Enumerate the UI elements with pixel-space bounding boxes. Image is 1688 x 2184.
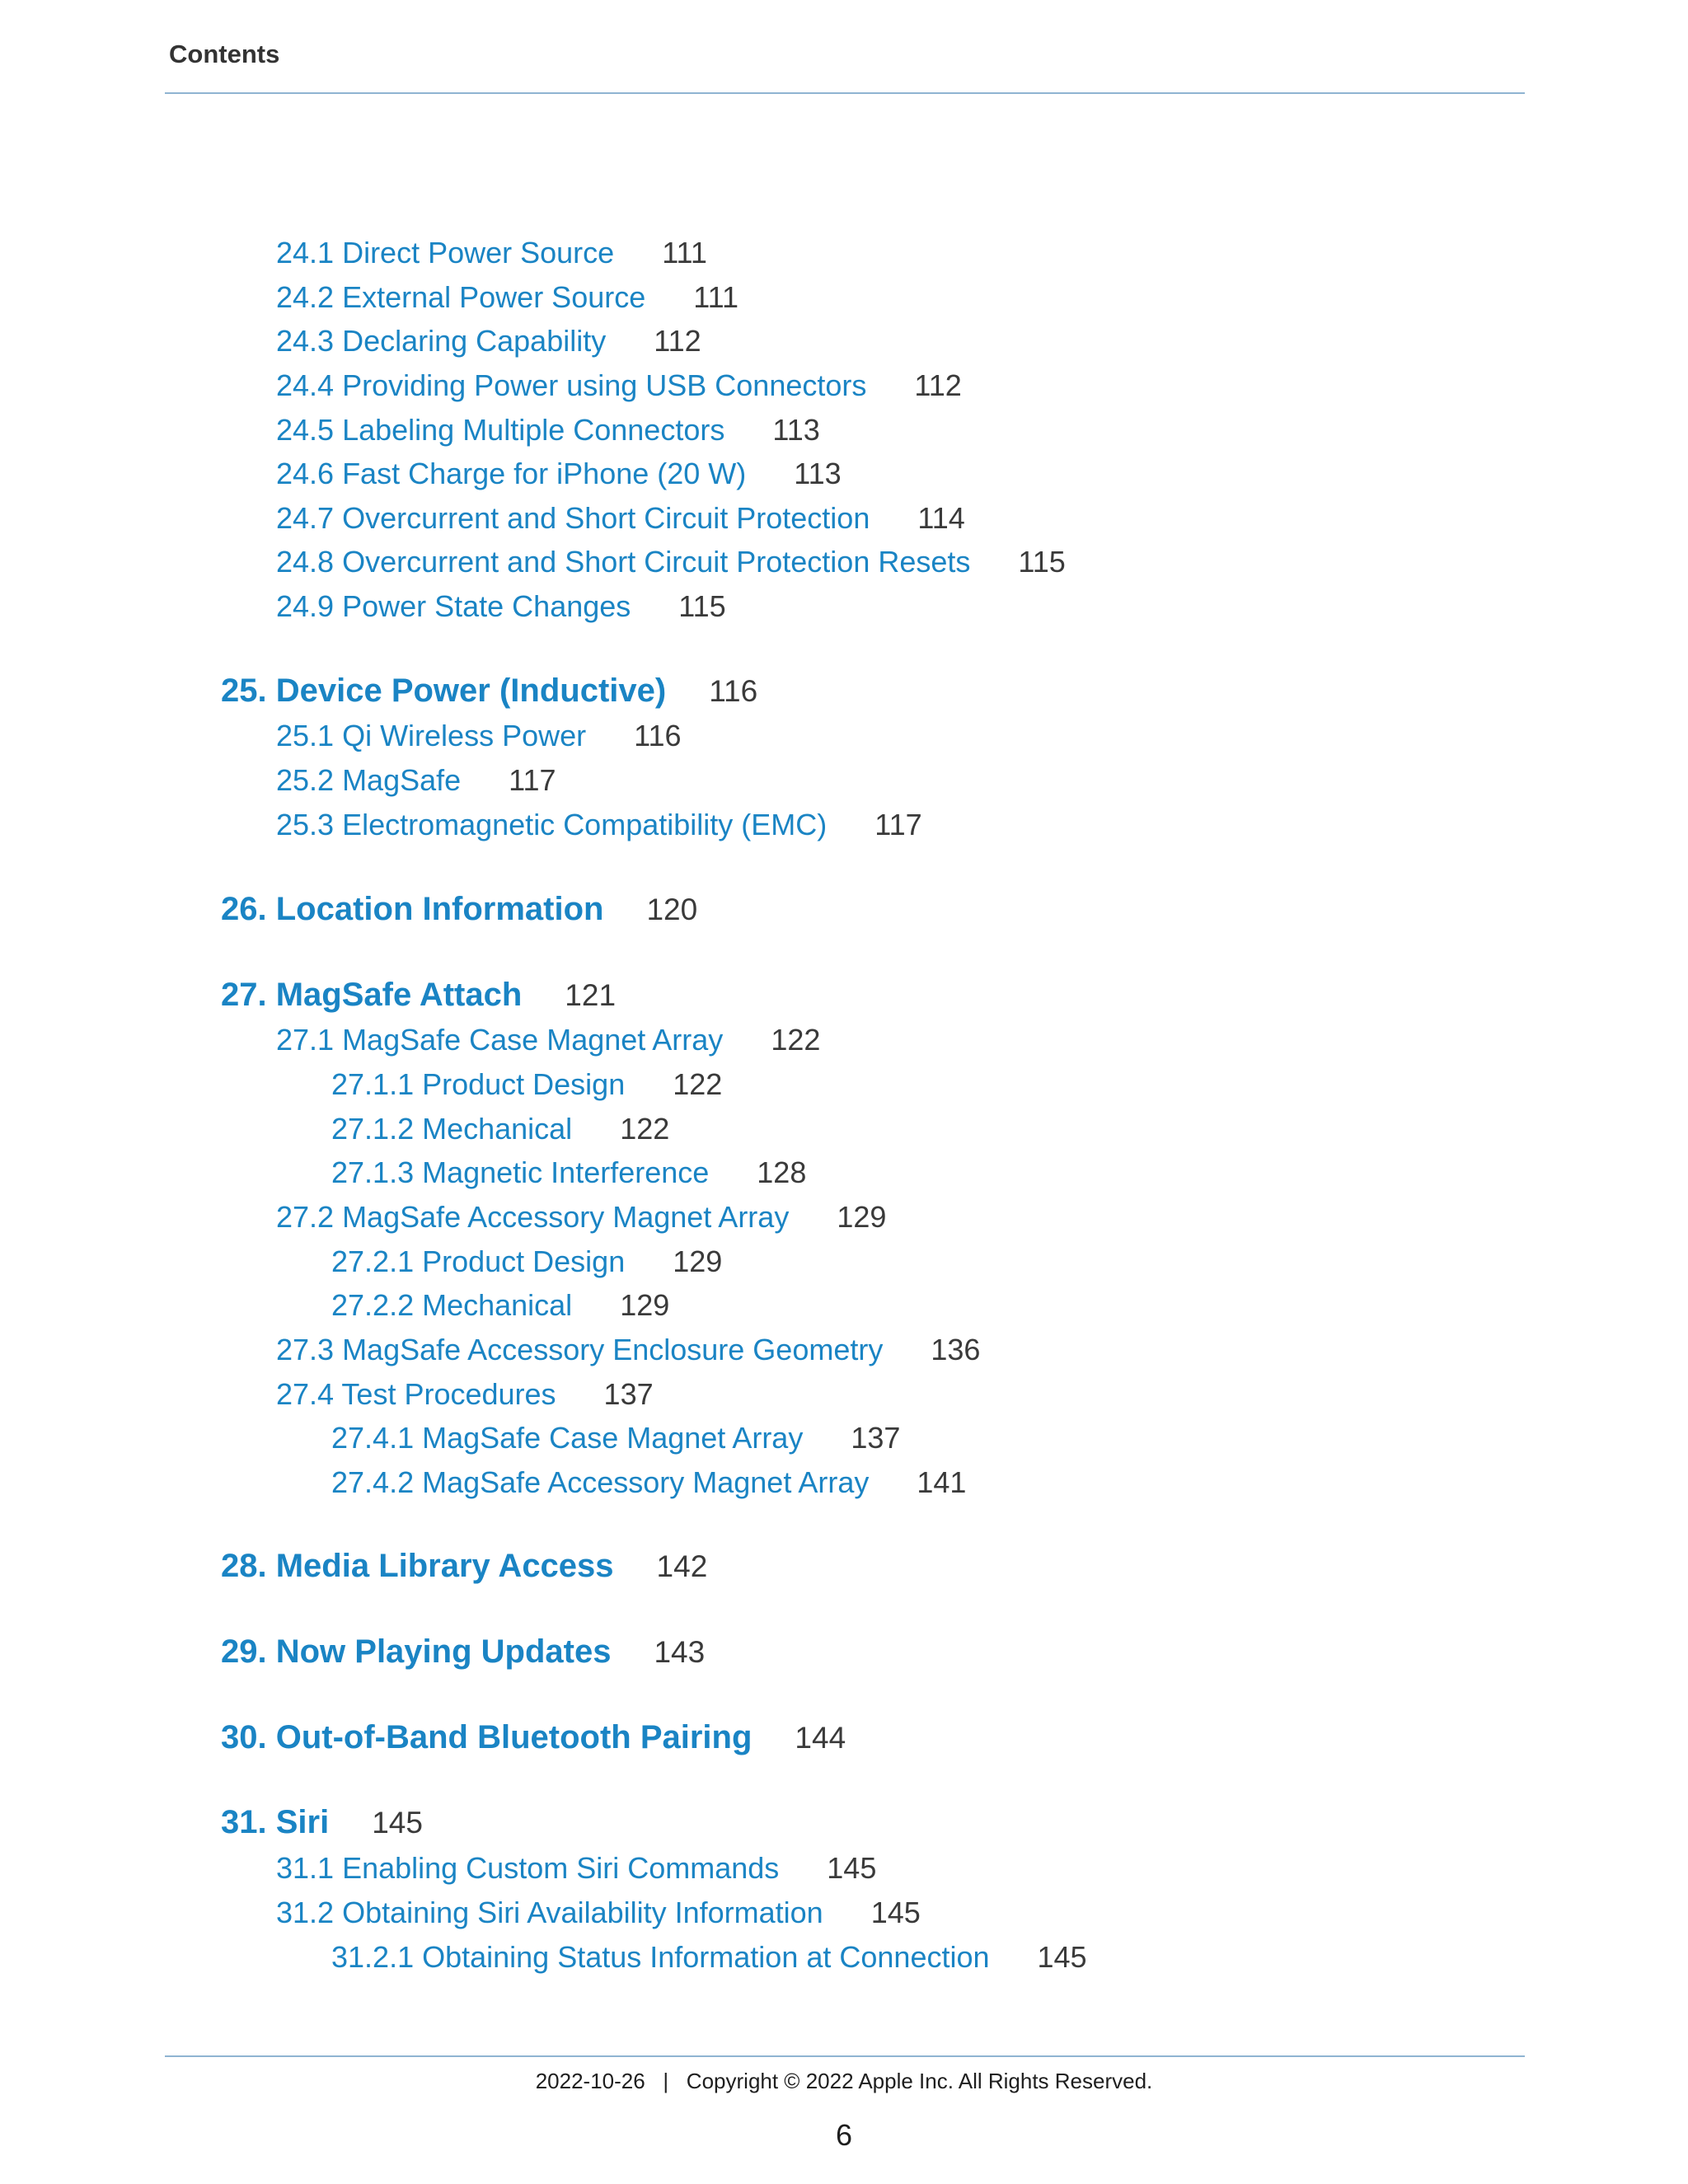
toc-entry-page: 114: [917, 501, 965, 535]
toc-entry-page: 112: [654, 324, 701, 358]
toc-entry[interactable]: [276, 719, 682, 753]
toc-entry-page: 113: [794, 457, 842, 490]
toc-entry[interactable]: [276, 280, 738, 315]
toc-entry-page: 122: [673, 1067, 723, 1101]
toc-entry-title[interactable]: 27.1.1 Product Design: [331, 1067, 626, 1101]
toc-entry[interactable]: [276, 763, 556, 798]
toc-entry-page: 115: [1018, 545, 1066, 579]
toc-chapter[interactable]: [221, 1548, 707, 1585]
toc-chapter[interactable]: [221, 891, 697, 928]
toc-entry-page: 129: [673, 1244, 723, 1278]
toc-entry-title[interactable]: 24.8 Overcurrent and Short Circuit Protection Resets: [276, 545, 971, 579]
toc-entry-title[interactable]: 27.1 MagSafe Case Magnet Array: [276, 1023, 724, 1057]
toc-chapter[interactable]: [221, 1719, 846, 1756]
toc-chapter-title[interactable]: 28. Media Library Access: [221, 1548, 614, 1584]
toc-entry-page: 117: [874, 808, 922, 841]
toc-entry-page: 137: [851, 1421, 901, 1455]
toc-entry-page: 145: [1037, 1940, 1087, 1974]
toc-entry-page: 122: [771, 1023, 821, 1057]
toc-entry-title[interactable]: 24.9 Power State Changes: [276, 589, 631, 623]
toc-entry-title[interactable]: 31.1 Enabling Custom Siri Commands: [276, 1851, 780, 1885]
toc-entry-page: 145: [870, 1896, 921, 1929]
toc-chapter-title[interactable]: 31. Siri: [221, 1804, 330, 1840]
toc-chapter-page: 144: [795, 1721, 846, 1755]
toc-entry[interactable]: [331, 1067, 722, 1102]
toc-entry[interactable]: [276, 501, 965, 536]
toc-chapter[interactable]: [221, 673, 757, 710]
toc-entry-page: 113: [772, 413, 820, 447]
toc-entry-page: 112: [914, 368, 962, 402]
toc-entry-title[interactable]: 27.1.2 Mechanical: [331, 1112, 573, 1146]
toc-entry-title[interactable]: 24.3 Declaring Capability: [276, 324, 607, 358]
toc-chapter-page: 143: [654, 1635, 706, 1669]
toc-entry[interactable]: [276, 457, 842, 491]
toc-entry[interactable]: [276, 1377, 654, 1412]
toc-entry-page: 117: [509, 763, 556, 797]
toc-chapter-title[interactable]: 25. Device Power (Inductive): [221, 673, 667, 709]
toc-entry-title[interactable]: 27.2.2 Mechanical: [331, 1288, 573, 1322]
toc-entry[interactable]: [276, 545, 1066, 579]
toc-entry-page: 129: [620, 1288, 670, 1322]
footer-copyright: 2022-10-26 | Copyright © 2022 Apple Inc. All Rights Reserved.: [535, 2069, 1153, 2093]
toc-entry-title[interactable]: 25.2 MagSafe: [276, 763, 462, 797]
toc-chapter[interactable]: [221, 977, 616, 1014]
toc-entry-title[interactable]: 27.2.1 Product Design: [331, 1244, 626, 1278]
toc-entry[interactable]: [276, 413, 820, 448]
toc-chapter[interactable]: [221, 1633, 705, 1671]
toc-entry[interactable]: [331, 1244, 722, 1279]
toc-entry-page: 141: [917, 1465, 967, 1499]
toc-entry[interactable]: [331, 1940, 1087, 1975]
toc-chapter-page: 145: [372, 1806, 423, 1840]
toc-entry-page: 122: [620, 1112, 670, 1146]
toc-entry-page: 136: [931, 1333, 981, 1366]
toc-entry[interactable]: [276, 1023, 820, 1057]
toc-entry-page: 145: [827, 1851, 877, 1885]
toc-entry-title[interactable]: 25.3 Electromagnetic Compatibility (EMC): [276, 808, 828, 841]
page-number: 6: [835, 2118, 853, 2152]
toc-entry[interactable]: [331, 1155, 806, 1190]
footer-divider: [165, 2055, 1525, 2057]
toc-entry[interactable]: [276, 1851, 876, 1886]
toc-chapter-title[interactable]: 30. Out-of-Band Bluetooth Pairing: [221, 1719, 753, 1755]
toc-entry-title[interactable]: 27.2 MagSafe Accessory Magnet Array: [276, 1200, 790, 1234]
toc-entry-page: 111: [662, 236, 707, 269]
toc-entry-page: 115: [678, 589, 726, 623]
toc-entry-title[interactable]: 27.3 MagSafe Accessory Enclosure Geometry: [276, 1333, 884, 1366]
toc-entry[interactable]: [331, 1112, 669, 1146]
toc-entry[interactable]: [331, 1465, 966, 1500]
toc-chapter-title[interactable]: 29. Now Playing Updates: [221, 1633, 612, 1670]
toc-chapter-page: 142: [656, 1549, 708, 1583]
toc-entry[interactable]: [276, 1333, 980, 1367]
toc-chapter-page: 121: [565, 978, 617, 1012]
toc-entry[interactable]: [331, 1288, 669, 1323]
toc-entry-title[interactable]: 27.4.1 MagSafe Case Magnet Array: [331, 1421, 804, 1455]
toc-chapter-title[interactable]: 27. MagSafe Attach: [221, 977, 523, 1013]
toc-chapter-page: 120: [646, 893, 698, 926]
toc-entry-title[interactable]: 27.1.3 Magnetic Interference: [331, 1155, 710, 1189]
toc-entry-title[interactable]: 27.4 Test Procedures: [276, 1377, 556, 1411]
toc-entry-title[interactable]: 27.4.2 MagSafe Accessory Magnet Array: [331, 1465, 870, 1499]
toc-entry-title[interactable]: 24.1 Direct Power Source: [276, 236, 615, 269]
toc-entry-page: 116: [634, 719, 682, 752]
toc-entry-page: 129: [837, 1200, 887, 1234]
toc-entry-page: 128: [757, 1155, 807, 1189]
toc-entry[interactable]: [331, 1421, 900, 1455]
toc-entry-title[interactable]: 24.2 External Power Source: [276, 280, 646, 314]
toc-entry[interactable]: [276, 368, 962, 403]
toc-entry[interactable]: [276, 589, 726, 624]
toc-entry-title[interactable]: 31.2.1 Obtaining Status Information at Connection: [331, 1940, 990, 1974]
toc-entry[interactable]: [276, 236, 707, 270]
toc-entry-title[interactable]: 24.4 Providing Power using USB Connectors: [276, 368, 867, 402]
toc-entry[interactable]: [276, 1200, 886, 1235]
toc-entry-title[interactable]: 31.2 Obtaining Siri Availability Information: [276, 1896, 823, 1929]
toc-entry[interactable]: [276, 808, 922, 842]
toc-entry[interactable]: [276, 1896, 921, 1930]
toc-entry-page: 137: [603, 1377, 654, 1411]
toc-entry-title[interactable]: 25.1 Qi Wireless Power: [276, 719, 587, 752]
toc-chapter-page: 116: [709, 674, 758, 708]
toc-entry-title[interactable]: 24.7 Overcurrent and Short Circuit Protection: [276, 501, 870, 535]
toc-entry-title[interactable]: 24.5 Labeling Multiple Connectors: [276, 413, 725, 447]
toc-entry-page: 111: [693, 280, 738, 314]
page-header-title: Contents: [169, 40, 280, 68]
toc-chapter-title[interactable]: 26. Location Information: [221, 891, 604, 927]
toc-entry-title[interactable]: 24.6 Fast Charge for iPhone (20 W): [276, 457, 747, 490]
toc-chapter[interactable]: [221, 1804, 423, 1841]
toc-entry[interactable]: [276, 324, 701, 359]
